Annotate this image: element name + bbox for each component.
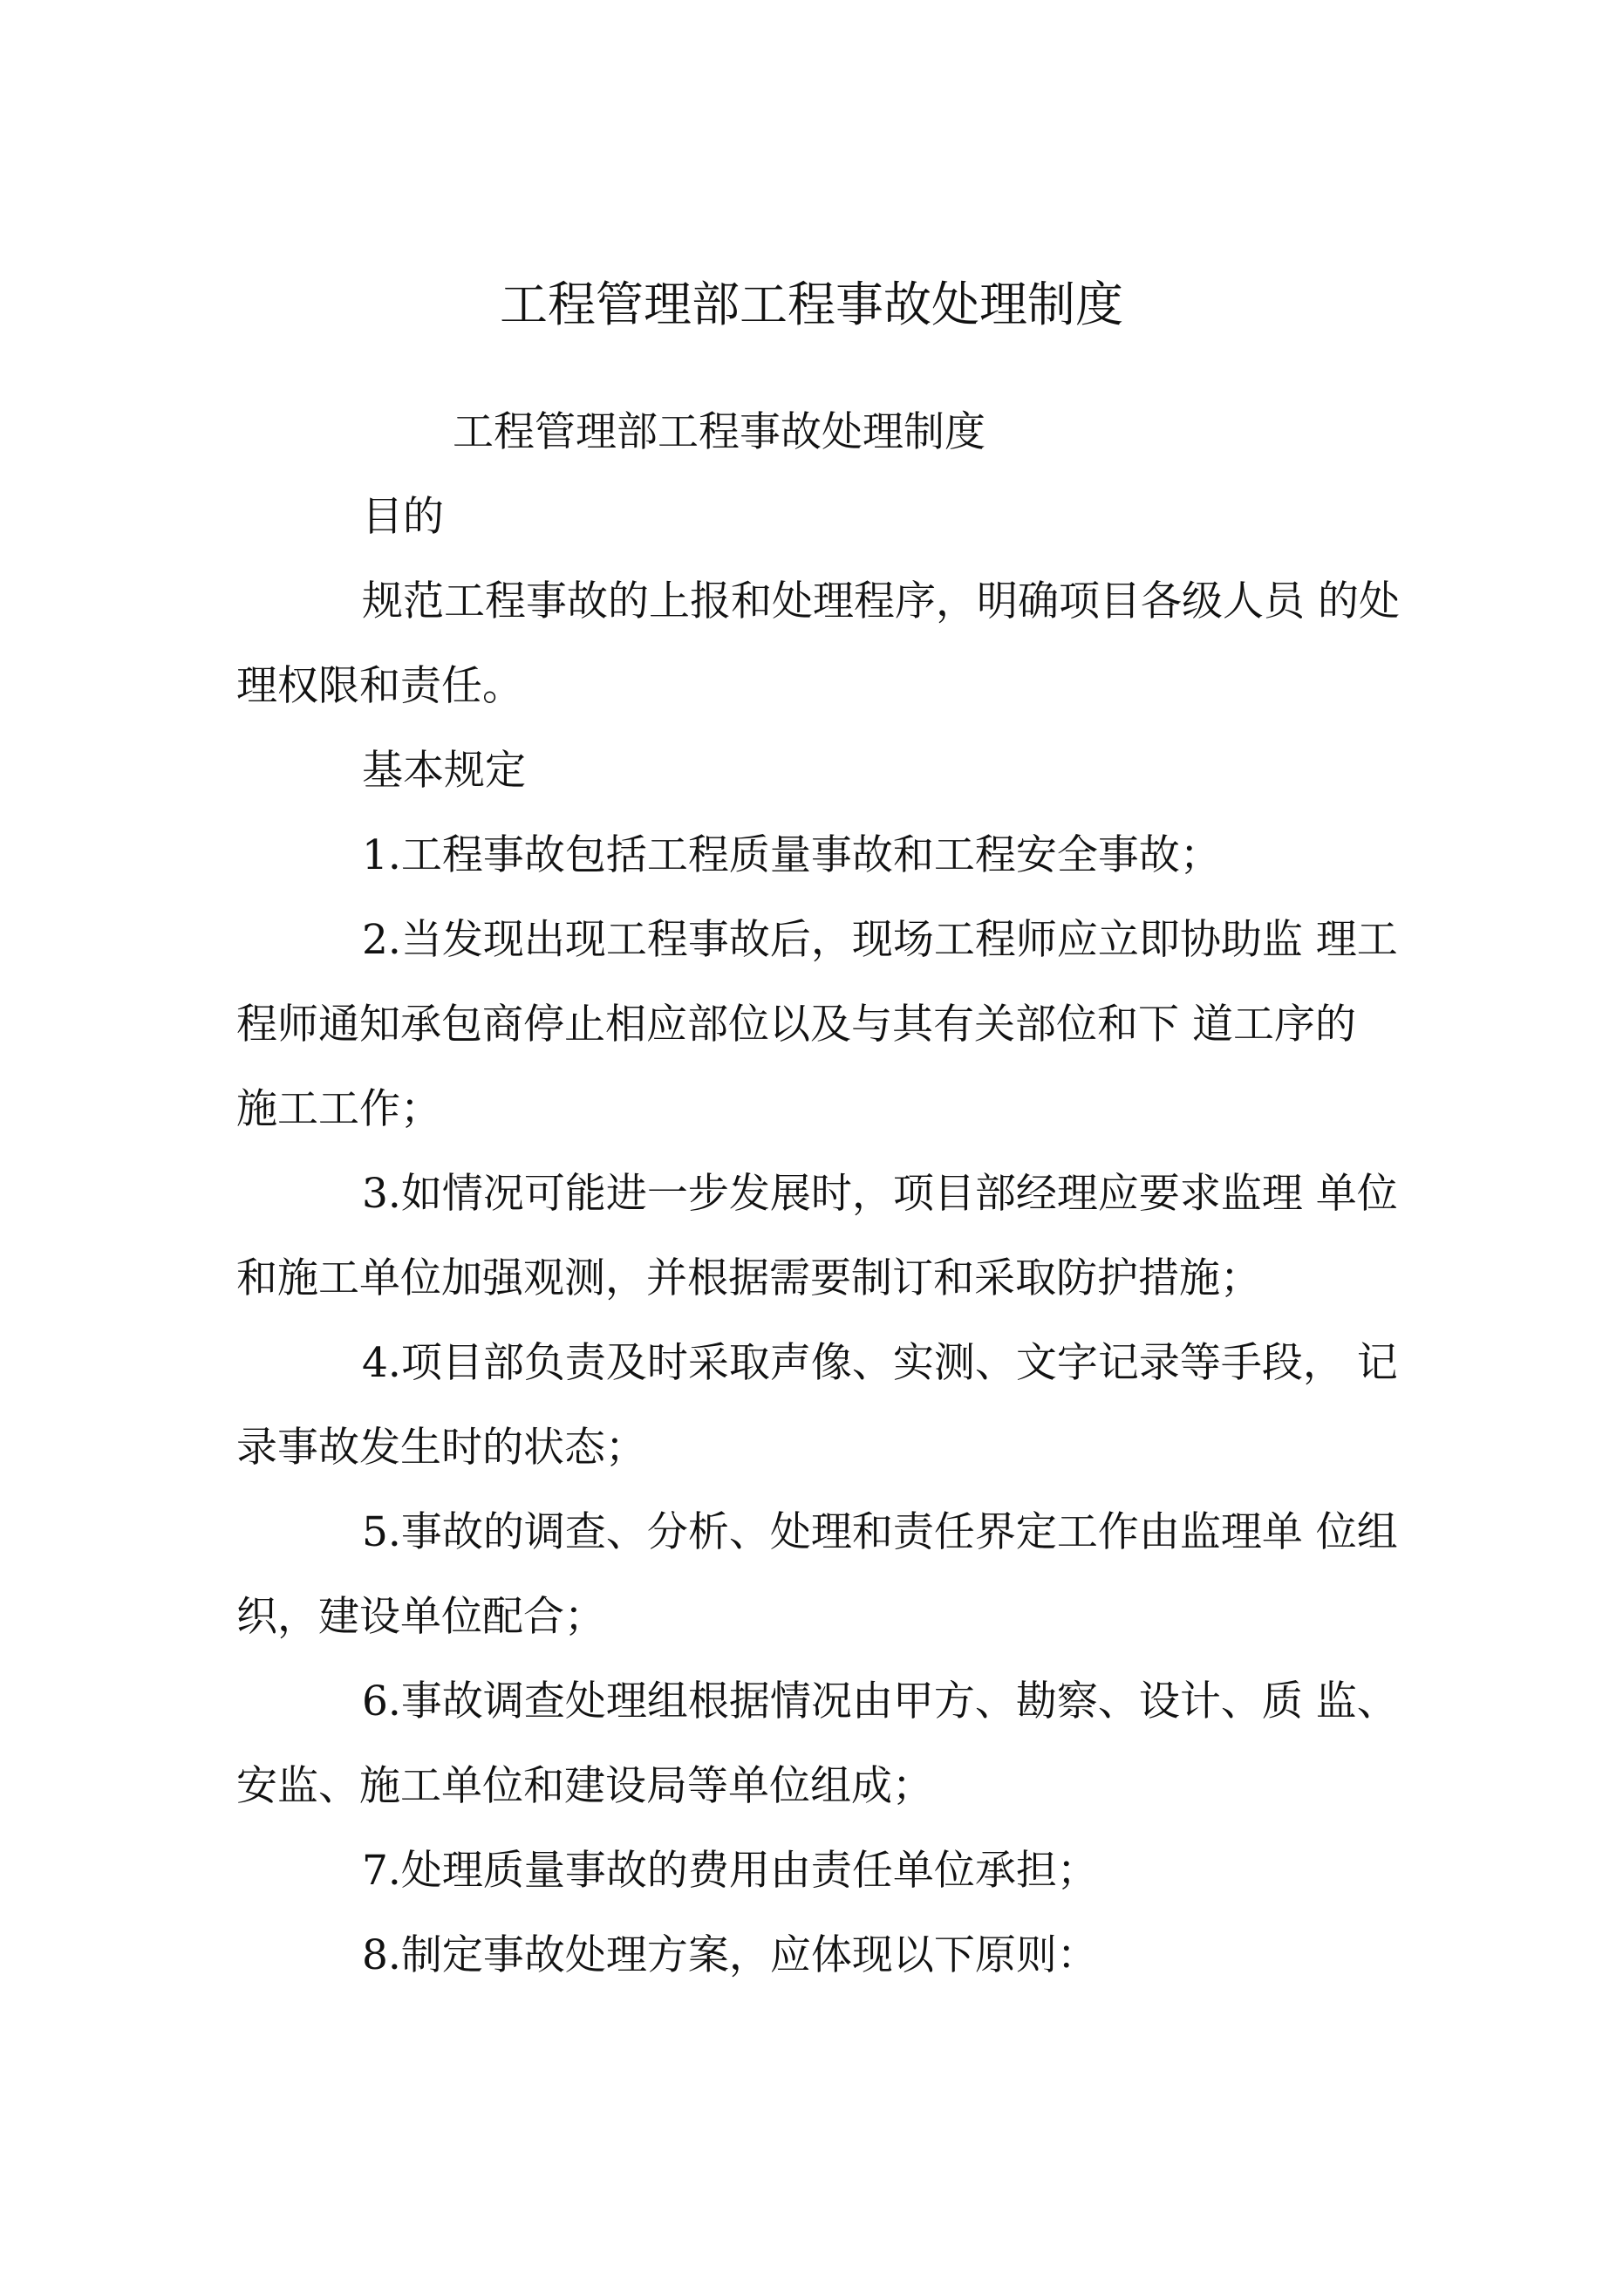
document-subtitle: 工程管理部工程事故处理制度: [453, 408, 985, 456]
rule-item-6: 6.事故调查处理组根据情况由甲方、勘察、设计、质 监、: [362, 1678, 1398, 1725]
rule-item-2-continuation: 程师通知承包商停止相应部位以及与其有关部位和下 道工序的: [236, 1001, 1356, 1049]
document-body: [0, 390, 1623, 1998]
rule-item-5: 5.事故的调查、分析、处理和责任界定工作由监理单 位组: [362, 1508, 1398, 1556]
rule-item-1: 1.工程事故包括工程质量事故和工程安全事故；: [362, 831, 1221, 879]
rule-item-2-continuation: 施工工作；: [236, 1085, 441, 1133]
rule-item-4-continuation: 录事故发生时的状态；: [236, 1424, 646, 1472]
rule-item-6-continuation: 安监、施工单位和建设局等单位组成；: [236, 1762, 933, 1810]
rule-item-5-continuation: 织，建设单位配合；: [236, 1593, 605, 1641]
section-heading-purpose: 目的: [362, 493, 444, 541]
rule-item-3-continuation: 和施工单位加强观测，并根据需要制订和采取防护措施；: [236, 1254, 1261, 1302]
rule-item-4: 4.项目部负责及时采取声像、实测、文字记录等手段， 记: [362, 1339, 1398, 1387]
document-title: 工程管理部工程事故处理制度: [499, 277, 1123, 332]
rule-item-3: 3.如情况可能进一步发展时，项目部经理应要求监理 单位: [362, 1170, 1398, 1218]
section-heading-rules: 基本规定: [362, 747, 526, 795]
rule-item-7: 7.处理质量事故的费用由责任单位承担；: [362, 1847, 1098, 1895]
rule-item-8: 8.制定事故处理方案，应体现以下原则：: [362, 1931, 1098, 1979]
purpose-paragraph-line: 规范工程事故的上报和处理程序，明确项目各级人员 的处: [362, 577, 1400, 625]
rule-item-2: 2.当发现出现工程事故后，现场工程师应立即协助监 理工: [362, 916, 1398, 964]
purpose-paragraph-line: 理权限和责任。: [236, 662, 523, 710]
